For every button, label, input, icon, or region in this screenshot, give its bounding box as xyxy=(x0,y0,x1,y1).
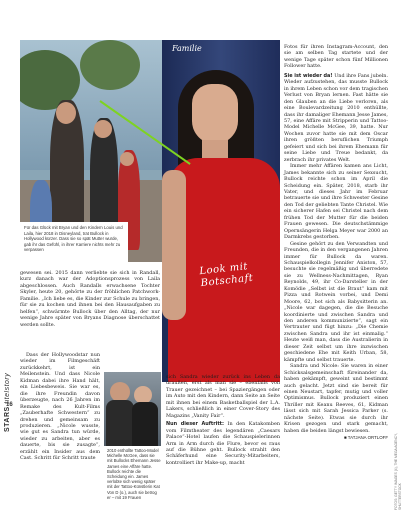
photo-credit: FOTOS: GETTY IMAGES (4), THE MEGA AGENCY, SHUTTERSTOCK xyxy=(394,433,402,510)
inset-caption: 2010 enthüllte Tattoo-Model Michelle McGee, dass sie mit Bullocks Ehemann Jesse James eine Affäre hatte. Bullock reichte die Scheidung ein. James verlobte sich wenig später mit der Tattoo-Künstlerin Kat Von D (o.), auch sie betrog er – mit 19 Frauen xyxy=(104,446,164,512)
person-figure xyxy=(132,402,158,446)
sidebar-brand: STARS xyxy=(4,406,11,432)
paragraph: Gesine gehört zu den Verwandten und Freunden, die in den vergangenen Jahren immer für Bullock da waren. Schauspielkollegin Jennifer Aniston, 57, besuchte sie regelmäßig und überredete sie zu Wellness-Nachmittagen, Ryan Reynolds, 49, ihr Co-Darsteller in der Komödie „Selbst ist die Braut“ kam mit Pizza und Rotwein vorbei, und Demi Moore, 62, bot sich als Babysitterin an. „Nicole war dagegen, die die Besuche koordinierte und zwischen Sandra und den anderen kommunizierte“, sagt ein Vertrauter und fügt hinzu: „Die Chemie zwischen Sandra und ihr ist einmalig.“ Heute weiß man, dass die Australierin in dieser Zeit selbst um ihre inzwischen geschiedene Ehe mit Keith Urban, 58, kämpfte und selbst trauerte. xyxy=(284,240,388,363)
main-photo xyxy=(162,40,280,382)
author-name: TATJANA ORTLOFF xyxy=(347,435,388,441)
photo-caption: Für das Glück mit Bryan und den Kindern Louis und Laila, hier 2018 in Disneyland, trat Bullock in Hollywood kürzer. Dass sie so spät Mutter wurde, gab ihr das Gefühl, in ihrer Karriere nichts mehr zu verpassen xyxy=(20,222,128,264)
paragraph-lead: Nun dieser Auftritt: xyxy=(166,421,224,428)
inset-photo xyxy=(104,372,161,446)
face-shape xyxy=(192,84,238,144)
paragraph xyxy=(284,73,388,163)
paragraph: Immer mehr Affären kamen ans Licht, James bekannte sich zu seiner Sexsucht, Bullock reichte schon im April die Scheidung ein. Später, 2018, starb ihr Vater, und dieses Jahr im Februar betrauerte sie und ihre Schwester Gesine den Tod der geliebten Tante Christel. Wie ein sicherer Hafen sei Christel nach dem frühen Tod der Mutter für die beiden Frauen gewesen. Die deutschstämmige Opernsängerin Helga Meyer war 2000 an Darmkrebs gestorben. xyxy=(284,163,388,241)
paragraph: sich Sandra wieder zurück ins Leben da draußen, erst als man sie – ebenfalls von Trauer gezeichnet – bei Spaziergängen oder im Auto mit den Kindern, dann Seite an Seite mit ihnen bei einem Basketballspiel der L.A. Lakers, schließlich in einer Cover-Story des Magazins „Vanity Fair“. xyxy=(166,374,280,419)
article-column-middle xyxy=(166,374,280,466)
child-face xyxy=(120,152,134,166)
person-face xyxy=(56,102,76,124)
person-face xyxy=(94,120,112,138)
paragraph: gewesen sei. 2015 dann verliebte sie sich in Randall, kurz danach war der Adoptionsprozess von Laila abgeschlossen. Auch Randalls erwachsene Tochter Skyler, heute 20, gehörte zu der fröhlichen Patchwork-Familie. „Ich liebe es, die Kinder zur Schule zu bringen, für sie zu kochen und ihnen bei den Hausaufgaben zu helfen“, schwärmte Bullock über den Alltag, der nur wenige Jahre später von Bryans Diagnose überschattet werden sollte. xyxy=(20,270,160,328)
article-column-right xyxy=(284,44,388,442)
paragraph: Dass der Hollywoodstar nun wieder im Filmgeschäft zurückkehrt, ist ein Meilenstein. Und dass Nicole Kidman dabei ihre Hand hält, ein Liebesbeweis. Sie war es, die ihre Freundin davon überzeugte, nach 26 Jahren im Remake des Kult-Films „Zauberhafte Schwestern“ zu drehen und gemeinsam zu produzieren. „Nicole wusste, wie gut es Sandra tun würde, wieder zu arbeiten, aber es dauerte, bis sie zusagte“, erzählt ein Insider aus dem Cast. Schritt für Schritt traute xyxy=(20,352,100,462)
paragraph: Fotos für ihren Instagram-Account, den sie am selben Tag startete und der wenige Tage später schon fünf Millionen Follower hatte. xyxy=(284,44,388,70)
person-face xyxy=(110,382,130,402)
page-number: 16 xyxy=(6,402,13,408)
person-figure xyxy=(106,400,134,446)
paragraph-lead: Sie ist wieder da! xyxy=(284,72,333,79)
tree-shape xyxy=(80,40,140,90)
paragraph: Sandra und Nicole: Sie waren in einer Schicksalsgemeinschaft füreinander da, haben gekämpft, geweint und bestimmt auch gelacht. Jetzt sind sie bereit für einen Neustart, tapfer, mutig und voller Optimismus. Bullock produziert einen Thriller mit Keanu Reeves, 61, Kidman lässt sich mit Sarah Jessica Parker (s. nächste Seite). Etwas sie durch ihr Krisen gezogen und stark gemacht, haben die beiden längst bewiesen. xyxy=(284,363,388,434)
section-sidebar xyxy=(4,352,14,432)
author-line: ■ TATJANA ORTLOFF xyxy=(343,435,388,441)
paragraph xyxy=(166,421,280,466)
article-column-left xyxy=(20,270,160,328)
paragraph-text: Und ihre Fans jubeln. Wieder aufzustehen, das musste Bullock in ihrem Leben schon vor dem tragischen Verlust von Bryan lernen. Fast hätte sie den Glauben an die Liebe verloren, als eine Boulevardzeitung 2010 enthüllte, dass ihr damaliger Ehemann Jesse James, 57, eine Affäre mit Stripperin und Tattoo-Model Michelle McGee, 39, hatte. Nur Wochen zuvor hatte sie mit dem Oscar ihren größten beruflichen Triumph gefeiert und sich bei ihrem Ehemann für seine Liebe und Treue bedankt, da zerbrach ihr privates Welt. xyxy=(284,72,389,163)
arm-shape xyxy=(162,170,186,320)
sidebar-label: titelstory xyxy=(4,372,11,404)
section-tag: Familie xyxy=(172,44,202,53)
article-column-left-narrow xyxy=(20,352,100,462)
photo-script-label: Look mit Botschaft xyxy=(198,261,254,290)
paragraph-text: In den Katakomben vom Filmtheater des legendären „Caesars Palace“-Hotel laufen die Schauspielerinnen Arm in Arm durch die Flure, bevor es raus auf die Bühne geht. Bullock strahlt den Schäferhund eine Security-Mitarbeiters, kontrolliert ihr Make-up, macht xyxy=(166,421,280,466)
